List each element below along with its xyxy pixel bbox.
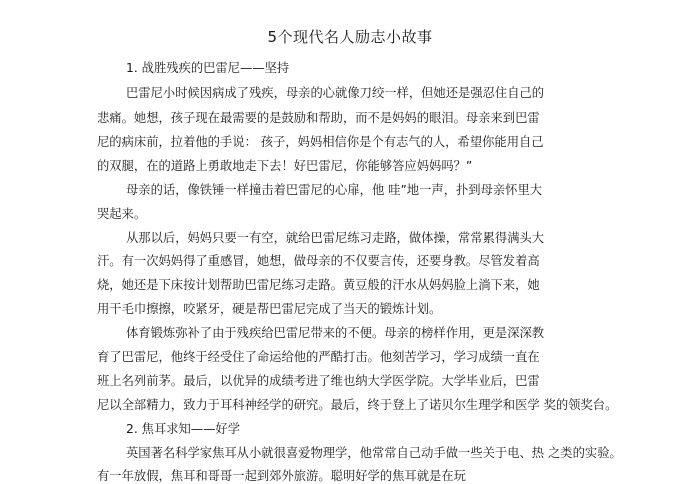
paragraph-line: 班上名列前茅。最后，以优异的成绩考进了维也纳大学医学院。大学毕业后，巴雷 <box>97 374 540 388</box>
paragraph-line: 英国著名科学家焦耳从小就很喜爱物理学，他常常自己动手做一些关于电、热 之类的实验。 <box>126 446 622 460</box>
paragraph-line: 的双腿，在的道路上勇敢地走下去！好巴雷尼，你能够答应妈妈吗？” <box>97 159 473 173</box>
paragraph-line: 育了巴雷尼，他终于经受住了命运给他的严酷打击。他刻苦学习，学习成绩一直在 <box>97 350 540 364</box>
paragraph-line: 体育锻炼弥补了由于残疾给巴雷尼带来的不便。母亲的榜样作用，更是深深教 <box>126 326 545 340</box>
paragraph-line: 有一年放假，焦耳和哥哥一起到郊外旅游。聪明好学的焦耳就是在玩 <box>97 469 466 483</box>
paragraph-line: 母亲的话，像铁锤一样撞击着巴雷尼的心扉，他 哇”地一声，扑到母亲怀里大 <box>126 183 543 197</box>
paragraph-line: 尼的病床前，拉着他的手说： 孩子，妈妈相信你是个有志气的人，希望你能用自己 <box>97 135 544 149</box>
paragraph-line: 用干毛巾擦擦，咬紧牙，硬是帮巴雷尼完成了当天的锻炼计划。 <box>97 302 442 316</box>
paragraph-line: 悲痛。她想，孩子现在最需要的是鼓励和帮助，而不是妈妈的眼泪。母亲来到巴雷 <box>97 111 540 125</box>
paragraph-line: 烧，她还是下床按计划帮助巴雷尼练习走路。黄豆般的汗水从妈妈脸上淌下来，她 <box>97 278 540 292</box>
section-heading: 1. 战胜残疾的巴雷尼——坚持 <box>126 61 290 75</box>
paragraph-line: 尼以全部精力，致力于耳科神经学的研究。最后，终于登上了诺贝尔生理学和医学 奖的领奖台。 <box>97 398 618 412</box>
section-heading: 2. 焦耳求知——好学 <box>126 422 241 436</box>
paragraph-line: 巴雷尼小时候因病成了残疾，母亲的心就像刀绞一样，但她还是强忍住自己的 <box>126 86 545 100</box>
paragraph-line: 哭起来。 <box>97 207 147 221</box>
document-title: 5个现代名人励志小故事 <box>267 28 433 46</box>
paragraph-line: 汗。有一次妈妈得了重感冒，她想，做母亲的不仅要言传，还要身教。尽管发着高 <box>97 254 540 268</box>
paragraph-line: 从那以后，妈妈只要一有空，就给巴雷尼练习走路，做体操，常常累得满头大 <box>126 231 545 245</box>
